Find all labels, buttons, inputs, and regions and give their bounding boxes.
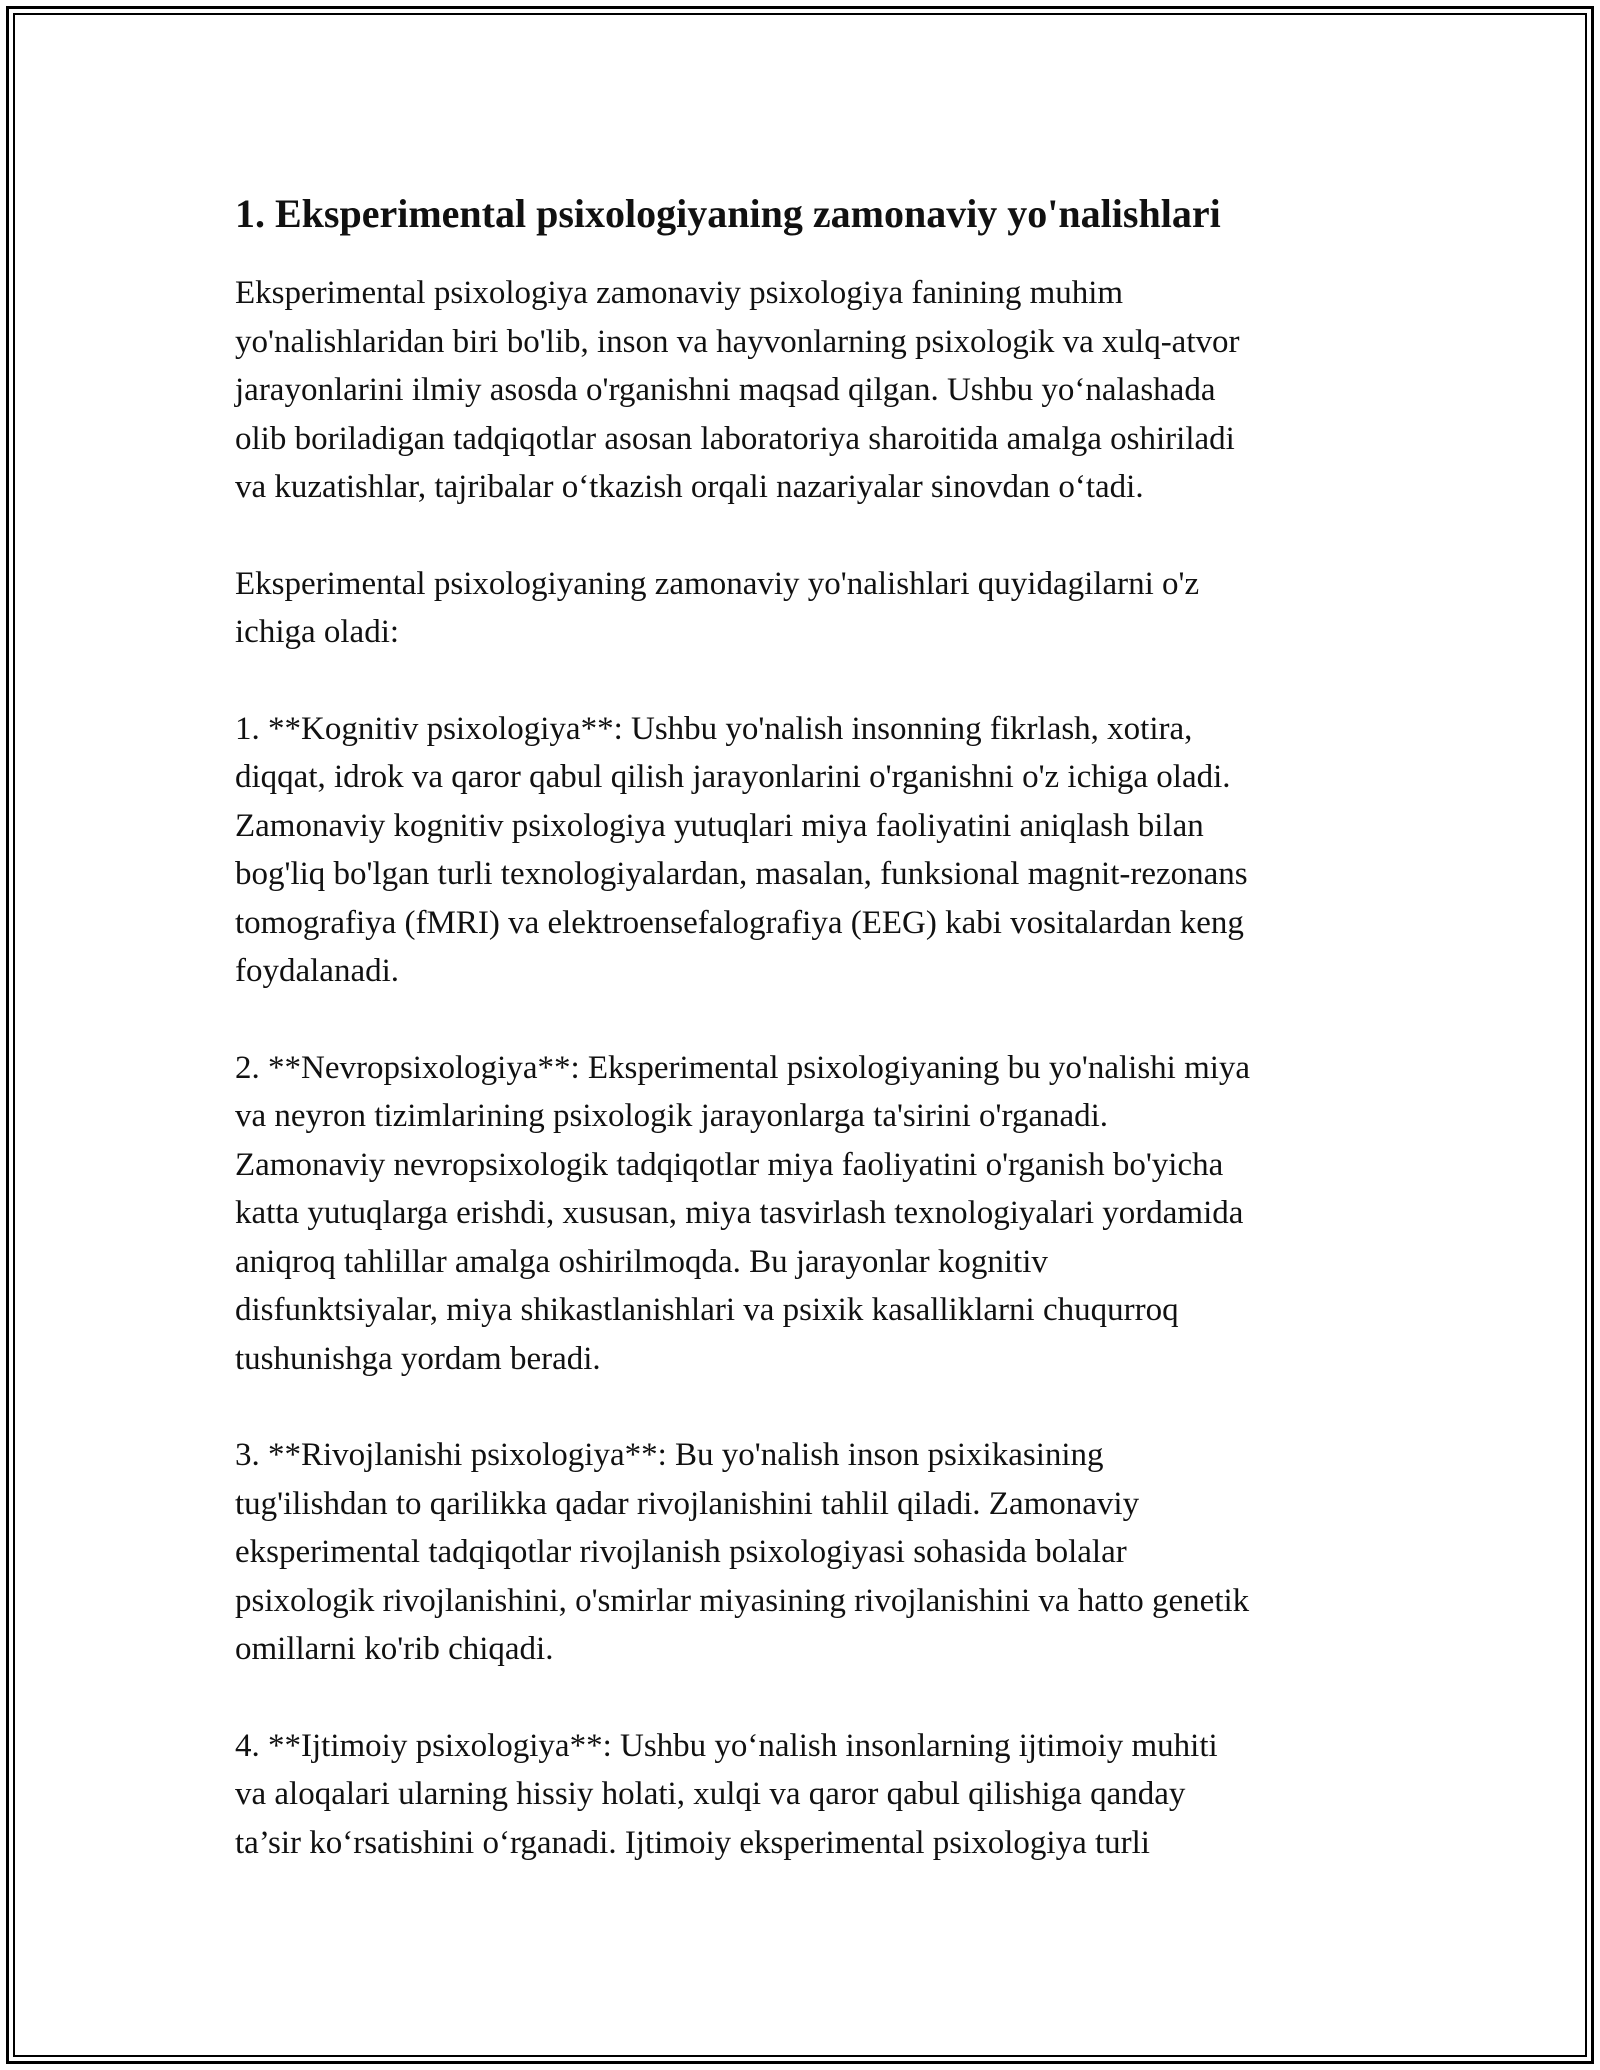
paragraph-developmental: 3. **Rivojlanishi psixologiya**: Bu yo'nalish inson psixikasining tug'ilishdan to qarilikka qadar rivojlanishini tahlil qiladi. Zamonaviy eksperimental tadqiqotlar rivojlanish psixologiyasi sohasida bolalar psixologik rivojlanishini, o'smirlar miyasining rivojlanishini va hatto genetik omillarni ko'rib chiqadi. [235, 1437, 1250, 1667]
paragraph-cognitive: 1. **Kognitiv psixologiya**: Ushbu yo'nalish insonning fikrlash, xotira, diqqat, idrok va qaror qabul qilish jarayonlarini o'rganishni o'z ichiga oladi. Zamonaviy kognitiv psixologiya yutuqlari miya faoliyatini aniqlash bilan bog'liq bo'lgan turli texnologiyalardan, masalan, funksional magnit-rezonans tomografiya (fMRI) va elektroensefalografiya (EEG) kabi vositalardan keng foydalanadi. [235, 710, 1248, 989]
paragraph-social: 4. **Ijtimoiy psixologiya**: Ushbu yo‘nalish insonlarning ijtimoiy muhiti va aloqalari ularning hissiy holati, xulqi va qaror qabul qilishiga qanday ta’sir ko‘rsatishini o‘rganadi. Ijtimoiy eksperimental psixologiya turli [235, 1727, 1218, 1861]
document-body [235, 185, 1375, 1915]
document-title: 1. Eksperimental psixologiyaning zamonaviy yo'nalishlari [235, 191, 1221, 236]
paragraph-intro: Eksperimental psixologiya zamonaviy psixologiya fanining muhim yo'nalishlaridan biri bo'lib, inson va hayvonlarning psixologik va xulq-atvor jarayonlarini ilmiy asosda o'rganishni maqsad qilgan. Ushbu yo‘nalashada olib boriladigan tadqiqotlar asosan laboratoriya sharoitida amalga oshiriladi va kuzatishlar, tajribalar o‘tkazish orqali nazariyalar sinovdan o‘tadi. [235, 275, 1240, 505]
paragraph-neuropsychology: 2. **Nevropsixologiya**: Eksperimental psixologiyaning bu yo'nalishi miya va neyron tizimlarining psixologik jarayonlarga ta'sirini o'rganadi. Zamonaviy nevropsixologik tadqiqotlar miya faoliyatini o'rganish bo'yicha katta yutuqlarga erishdi, xususan, miya tasvirlash texnologiyalari yordamida aniqroq tahlillar amalga oshirilmoqda. Bu jarayonlar kognitiv disfunktsiyalar, miya shikastlanishlari va psixik kasalliklarni chuqurroq tushunishga yordam beradi. [235, 1049, 1251, 1377]
paragraph-list-intro: Eksperimental psixologiyaning zamonaviy yo'nalishlari quyidagilarni o'z ichiga oladi: [235, 565, 1200, 650]
